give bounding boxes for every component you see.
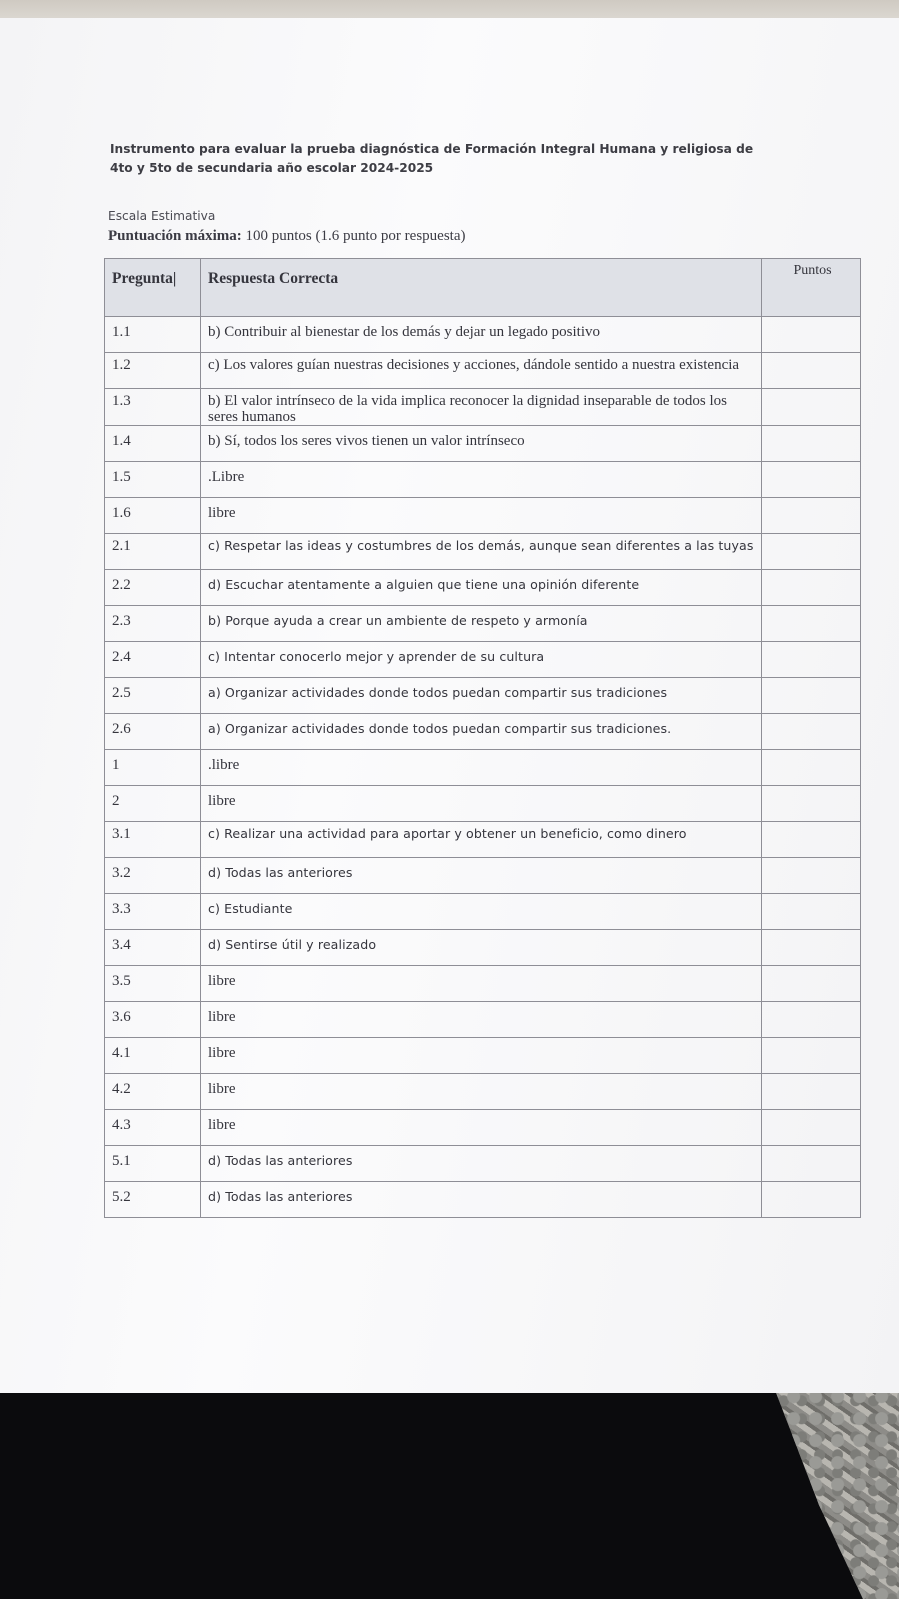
points-cell[interactable] [762, 498, 861, 534]
correct-answer: d) Todas las anteriores [201, 858, 762, 894]
correct-answer: b) Porque ayuda a crear un ambiente de respeto y armonía [201, 606, 762, 642]
question-number: 1 [105, 750, 201, 786]
header-correct-answer: Respuesta Correcta [201, 259, 762, 317]
points-cell[interactable] [762, 642, 861, 678]
question-number: 5.1 [105, 1146, 201, 1182]
correct-answer: .Libre [201, 462, 762, 498]
points-cell[interactable] [762, 570, 861, 606]
question-number: 3.5 [105, 966, 201, 1002]
document-title [110, 140, 810, 178]
table-row [105, 642, 861, 678]
correct-answer: libre [201, 1110, 762, 1146]
table-row [105, 353, 861, 389]
points-cell[interactable] [762, 1074, 861, 1110]
question-number: 3.4 [105, 930, 201, 966]
question-number: 2.5 [105, 678, 201, 714]
table-row [105, 498, 861, 534]
correct-answer: c) Intentar conocerlo mejor y aprender de su cultura [201, 642, 762, 678]
correct-answer: libre [201, 966, 762, 1002]
correct-answer: b) Sí, todos los seres vivos tienen un valor intrínseco [201, 426, 762, 462]
document-title-line-1: Instrumento para evaluar la prueba diagnóstica de Formación Integral Humana y religiosa de [110, 142, 754, 156]
correct-answer: .libre [201, 750, 762, 786]
points-cell[interactable] [762, 606, 861, 642]
points-cell[interactable] [762, 930, 861, 966]
question-number: 3.6 [105, 1002, 201, 1038]
points-cell[interactable] [762, 786, 861, 822]
table-row [105, 534, 861, 570]
question-number: 1.3 [105, 389, 201, 426]
max-score-label: Puntuación máxima: [108, 228, 242, 244]
table-row [105, 678, 861, 714]
table-row [105, 1146, 861, 1182]
correct-answer: d) Todas las anteriores [201, 1182, 762, 1218]
table-row [105, 570, 861, 606]
points-cell[interactable] [762, 822, 861, 858]
header-question: Pregunta| [105, 259, 201, 317]
question-number: 2.6 [105, 714, 201, 750]
points-cell[interactable] [762, 678, 861, 714]
table-row [105, 1182, 861, 1218]
max-score-line [108, 228, 465, 245]
correct-answer: b) Contribuir al bienestar de los demás y dejar un legado positivo [201, 317, 762, 353]
question-number: 4.2 [105, 1074, 201, 1110]
correct-answer: libre [201, 1074, 762, 1110]
correct-answer: a) Organizar actividades donde todos puedan compartir sus tradiciones [201, 678, 762, 714]
table-body [105, 317, 861, 1218]
correct-answer: c) Respetar las ideas y costumbres de los demás, aunque sean diferentes a las tuyas [201, 534, 762, 570]
question-number: 4.3 [105, 1110, 201, 1146]
points-cell[interactable] [762, 1002, 861, 1038]
question-number: 2.1 [105, 534, 201, 570]
question-number: 3.1 [105, 822, 201, 858]
table-row [105, 1038, 861, 1074]
question-number: 1.5 [105, 462, 201, 498]
points-cell[interactable] [762, 534, 861, 570]
correct-answer: libre [201, 1002, 762, 1038]
table-header-row [105, 259, 861, 317]
max-score-value: 100 puntos (1.6 punto por respuesta) [245, 228, 466, 244]
table-row [105, 317, 861, 353]
question-number: 2 [105, 786, 201, 822]
points-cell[interactable] [762, 1146, 861, 1182]
question-number: 1.4 [105, 426, 201, 462]
question-number: 5.2 [105, 1182, 201, 1218]
table-row [105, 462, 861, 498]
correct-answer: c) Estudiante [201, 894, 762, 930]
question-number: 2.4 [105, 642, 201, 678]
points-cell[interactable] [762, 750, 861, 786]
correct-answer: b) El valor intrínseco de la vida implica reconocer la dignidad inseparable de todos los seres humanos [201, 389, 762, 426]
table-row [105, 750, 861, 786]
question-number: 3.2 [105, 858, 201, 894]
correct-answer: d) Escuchar atentamente a alguien que tiene una opinión diferente [201, 570, 762, 606]
question-number: 1.6 [105, 498, 201, 534]
question-number: 3.3 [105, 894, 201, 930]
background-floor [0, 1390, 899, 1599]
question-number: 2.2 [105, 570, 201, 606]
document-title-line-2: 4to y 5to de secundaria año escolar 2024-2025 [110, 161, 434, 175]
question-number: 2.3 [105, 606, 201, 642]
table-row [105, 714, 861, 750]
question-number: 1.2 [105, 353, 201, 389]
correct-answer: libre [201, 786, 762, 822]
correct-answer: c) Los valores guían nuestras decisiones y acciones, dándole sentido a nuestra existencia [201, 353, 762, 389]
correct-answer: d) Todas las anteriores [201, 1146, 762, 1182]
points-cell[interactable] [762, 1182, 861, 1218]
points-cell[interactable] [762, 858, 861, 894]
correct-answer: d) Sentirse útil y realizado [201, 930, 762, 966]
points-cell[interactable] [762, 426, 861, 462]
header-points: Puntos [762, 259, 861, 317]
scale-label: Escala Estimativa [108, 209, 216, 223]
table-row [105, 606, 861, 642]
correct-answer: a) Organizar actividades donde todos puedan compartir sus tradiciones. [201, 714, 762, 750]
question-number: 4.1 [105, 1038, 201, 1074]
table-row [105, 858, 861, 894]
points-cell[interactable] [762, 317, 861, 353]
answer-key-table [104, 258, 861, 1218]
correct-answer: c) Realizar una actividad para aportar y obtener un beneficio, como dinero [201, 822, 762, 858]
points-cell[interactable] [762, 894, 861, 930]
table-row [105, 966, 861, 1002]
points-cell[interactable] [762, 1110, 861, 1146]
table-row [105, 1110, 861, 1146]
points-cell[interactable] [762, 714, 861, 750]
table-row [105, 1002, 861, 1038]
table-row [105, 822, 861, 858]
points-cell[interactable] [762, 1038, 861, 1074]
table-row [105, 389, 861, 426]
table-row [105, 426, 861, 462]
table-row [105, 894, 861, 930]
question-number: 1.1 [105, 317, 201, 353]
table-row [105, 1074, 861, 1110]
points-cell[interactable] [762, 462, 861, 498]
table-row [105, 786, 861, 822]
points-cell[interactable] [762, 966, 861, 1002]
correct-answer: libre [201, 1038, 762, 1074]
points-cell[interactable] [762, 353, 861, 389]
correct-answer: libre [201, 498, 762, 534]
points-cell[interactable] [762, 389, 861, 426]
table-row [105, 930, 861, 966]
